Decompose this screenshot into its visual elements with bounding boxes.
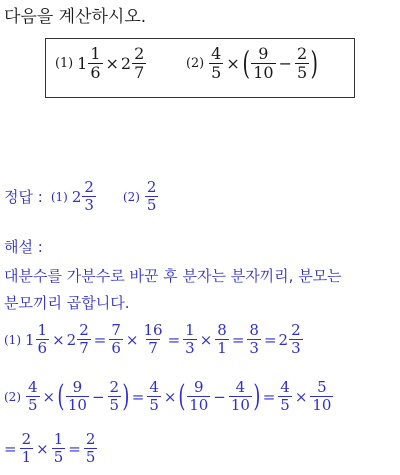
equals-sign: = [93, 330, 107, 349]
fraction: $\frac{9}{10}$ [253, 44, 274, 82]
fraction: $\frac{4}{5}$ [211, 44, 222, 82]
fraction: $\frac{2}{5}$ [296, 44, 308, 82]
minus-operator: − [278, 54, 292, 73]
problem-1 [55, 46, 147, 81]
times-operator: × [163, 387, 177, 406]
equals-sign: = [131, 387, 145, 406]
answer-heading: 정답 : [4, 188, 43, 206]
answer-2-fraction: $\frac{2}{5}$ [146, 178, 157, 214]
right-paren: ) [122, 379, 130, 414]
fraction: $\frac{9}{10}$ [189, 378, 209, 414]
fraction: $\frac{1}{5}$ [53, 430, 64, 466]
solution-step-2 [4, 380, 334, 413]
fraction: $\frac{1}{6}$ [37, 321, 48, 357]
equals-sign: = [263, 330, 277, 349]
mixed-whole: 2 [66, 330, 77, 349]
fraction: $\frac{1}{3}$ [185, 321, 195, 357]
fraction: $\frac{5}{10}$ [312, 378, 332, 414]
fraction: $\frac{7}{6}$ [111, 321, 121, 357]
answer-2-label: (2) [122, 189, 140, 204]
solution-step-1 [4, 323, 304, 356]
fraction: $\frac{16}{7}$ [143, 321, 163, 357]
problem-1-label: (1) [55, 56, 74, 71]
answer-line [4, 180, 159, 213]
fraction: $\frac{8}{3}$ [249, 321, 259, 357]
answer-1-whole: 2 [71, 187, 82, 206]
times-operator: × [42, 387, 56, 406]
left-paren: ( [242, 44, 250, 83]
equals-sign: = [68, 439, 81, 458]
fraction: $\frac{4}{5}$ [28, 378, 38, 414]
answer-1-fraction: $\frac{2}{3}$ [84, 178, 94, 214]
explanation-line-1: 대분수를 가분수로 바꾼 후 분자는 분자끼리, 분모는 [4, 267, 342, 285]
fraction: $\frac{8}{1}$ [217, 321, 227, 357]
fraction: $\frac{2}{7}$ [134, 44, 145, 82]
solution-step-3 [4, 432, 98, 465]
equals-sign: = [167, 330, 181, 349]
fraction: $\frac{4}{5}$ [149, 378, 159, 414]
answer-1-label: (1) [50, 189, 68, 204]
minus-operator: − [213, 387, 226, 406]
fraction: $\frac{2}{3}$ [291, 321, 301, 357]
equals-sign: = [4, 439, 17, 458]
problem-2 [186, 46, 319, 81]
fraction: $\frac{2}{7}$ [79, 321, 89, 357]
times-operator: × [125, 330, 139, 349]
times-operator: × [52, 330, 65, 349]
fraction: $\frac{4}{10}$ [230, 378, 250, 414]
fraction: $\frac{2}{5}$ [85, 430, 96, 466]
minus-operator: − [91, 387, 105, 406]
equals-sign: = [262, 387, 276, 406]
fraction: $\frac{2}{5}$ [109, 378, 120, 414]
mixed-whole: 1 [77, 54, 88, 73]
explanation-line-2: 분모끼리 곱합니다. [4, 294, 130, 312]
mixed-whole: 2 [278, 330, 289, 349]
fraction: $\frac{2}{1}$ [21, 430, 32, 466]
fraction: $\frac{4}{5}$ [280, 378, 290, 414]
times-operator: × [36, 439, 49, 458]
explanation-heading: 해설 : [4, 238, 43, 256]
fraction: $\frac{1}{6}$ [90, 44, 101, 82]
mixed-whole: 2 [120, 54, 132, 73]
problem-2-label: (2) [186, 56, 205, 71]
step-2-label: (2) [4, 389, 21, 404]
right-paren: ) [253, 379, 261, 414]
times-operator: × [226, 54, 240, 73]
left-paren: ( [57, 379, 65, 414]
question-title: 다음을 계산하시오. [4, 7, 147, 27]
times-operator: × [105, 54, 119, 73]
times-operator: × [294, 387, 308, 406]
equals-sign: = [231, 330, 245, 349]
right-paren: ) [310, 44, 319, 83]
left-paren: ( [178, 379, 186, 414]
mixed-whole: 1 [25, 330, 35, 349]
fraction: $\frac{9}{10}$ [67, 378, 87, 414]
times-operator: × [199, 330, 213, 349]
step-1-label: (1) [4, 332, 21, 347]
